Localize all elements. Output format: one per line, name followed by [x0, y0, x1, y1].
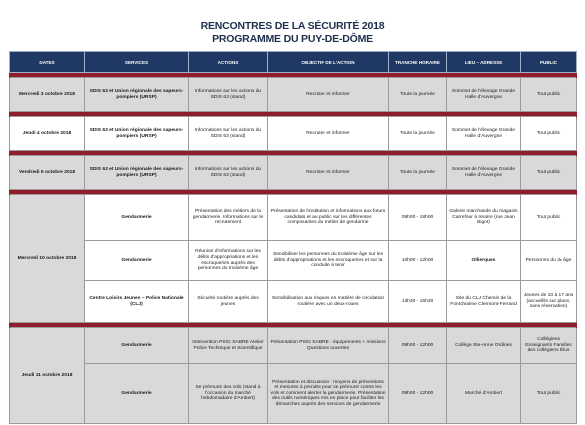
cell-date: Mercredi 10 octobre 2018	[10, 195, 85, 323]
cell-action: Informations sur les actions du SDIS 63 (stand)	[189, 117, 268, 151]
cell-horaire: 09h00 - 18h00	[389, 195, 447, 241]
cell-date: Vendredi 5 octobre 2018	[10, 156, 85, 190]
cell-objectif: Présentation et discussion : moyens de préventions et mesures à prendre pour se prémunir contre les vols et comment alerter la gendarmerie. Présentation des outils numériques mis en place pour faciliter les démarches auprès des services de gendarmerie	[268, 364, 389, 424]
table-row	[10, 117, 577, 151]
table-row	[10, 241, 577, 281]
page-title: RENCONTRES DE LA SÉCURITÉ 2018	[200, 20, 385, 32]
cell-action: Intervention PSIG SABRE Atelier Police Technique et Scientifique	[189, 328, 268, 364]
cell-public	[521, 241, 577, 281]
cell-objectif: Sensibiliser les personnes du troisième âge sur les délits d'appropriations et les escroqueries et sur la conduite à tenir	[268, 241, 389, 281]
cell-public: Tout public	[521, 117, 577, 151]
cell-public: Tout public	[521, 364, 577, 424]
cell-horaire: 10h00 - 12h00	[389, 241, 447, 281]
page-subtitle: PROGRAMME DU PUY-DE-DÔME	[212, 33, 373, 45]
cell-horaire: Toute la journée	[389, 156, 447, 190]
table-row	[10, 195, 577, 241]
cell-horaire: 13h30 - 15h30	[389, 281, 447, 323]
cell-lieu: Site du CLJ Chemin de la Fontchiaime Clermont-Ferrand	[447, 281, 521, 323]
public-text-end: âge	[561, 257, 572, 263]
cell-objectif: Présentation PSIG SABRE : équipements + missions Questions ouvertes	[268, 328, 389, 364]
cell-lieu: Sommet de l'élevage Grande Halle d'Auvergne	[447, 78, 521, 112]
cell-action: Réunion d'informations sur les délits d'appropriations et les escroqueries auprès des personnes du troisième âge	[189, 241, 268, 281]
header-public: PUBLIC	[521, 52, 577, 73]
cell-objectif: Recruter et informer	[268, 78, 389, 112]
cell-horaire: 09h00 - 12h00	[389, 328, 447, 364]
header-tranche-horaire: TRANCHE HORAIRE	[389, 52, 447, 73]
cell-public: Jeunes de 10 à 17 ans (accueillis sur place, sans réservation)	[521, 281, 577, 323]
cell-action: Sécurité routière auprès des jeunes	[189, 281, 268, 323]
table-row	[10, 156, 577, 190]
header-services: SERVICES	[85, 52, 189, 73]
cell-service: SDIS 63 et Union régionale des sapeurs-pompiers (URSP)	[85, 78, 189, 112]
cell-service: Gendarmerie	[85, 328, 189, 364]
cell-public: Tout public	[521, 78, 577, 112]
cell-objectif: Présentation de l'institution et informations aux futurs candidats et au public sur les différentes composantes du métier de gendarme	[268, 195, 389, 241]
cell-lieu: Sommet de l'élevage Grande Halle d'Auvergne	[447, 117, 521, 151]
cell-action: Présentation des métiers de la gendarmerie. Informations sur le recrutement	[189, 195, 268, 241]
table-row	[10, 78, 577, 112]
table-row	[10, 364, 577, 424]
cell-lieu: Sommet de l'élevage Grande Halle d'Auvergne	[447, 156, 521, 190]
cell-date: Jeudi 11 octobre 2018	[10, 328, 85, 424]
cell-horaire: Toute la journée	[389, 78, 447, 112]
cell-lieu: Collège Ste-Anne Ordines	[447, 328, 521, 364]
header-lieu-adresse: LIEU – ADRESSE	[447, 52, 521, 73]
cell-service: SDIS 63 et Union régionale des sapeurs-pompiers (URSP)	[85, 156, 189, 190]
table-header-row	[10, 52, 577, 73]
cell-public: Tout public	[521, 156, 577, 190]
cell-public: Collégiens Enseignants Familles des collégiens Élus	[521, 328, 577, 364]
cell-lieu: Galerie marchande du magasin Carrefour à Issoire (rue Jean Bigot)	[447, 195, 521, 241]
cell-action: Informations sur les actions du SDIS 63 (stand)	[189, 78, 268, 112]
cell-objectif: Recruter et informer	[268, 117, 389, 151]
cell-action: Informations sur les actions du SDIS 63 (stand)	[189, 156, 268, 190]
header-objectif: OBJECTIF DE L'ACTION	[268, 52, 389, 73]
public-superscript: e	[559, 257, 562, 262]
cell-service: SDIS 63 et Union régionale des sapeurs-pompiers (URSP)	[85, 117, 189, 151]
cell-lieu: Marché d'Ambert	[447, 364, 521, 424]
cell-service: Gendarmerie	[85, 241, 189, 281]
cell-action: Se prémunir des vols (stand à l'occasion du marché hebdomadaire d'Ambert)	[189, 364, 268, 424]
table-row	[10, 281, 577, 323]
cell-date: Mercredi 3 octobre 2018	[10, 78, 85, 112]
header-dates: DATES	[10, 52, 85, 73]
cell-horaire: Toute la journée	[389, 117, 447, 151]
cell-date: Jeudi 4 octobre 2018	[10, 117, 85, 151]
header-actions: ACTIONS	[189, 52, 268, 73]
cell-service: Gendarmerie	[85, 195, 189, 241]
cell-service: Centre Loisirs Jeunes – Police Nationale (CLJ)	[85, 281, 189, 323]
cell-lieu: Ollierques	[447, 241, 521, 281]
cell-objectif: Sensibilisation aux risques en matière de circulation routière avec un deux-roues	[268, 281, 389, 323]
cell-public: Tout public	[521, 195, 577, 241]
cell-horaire: 09h00 - 12h00	[389, 364, 447, 424]
cell-objectif: Recruter et informer	[268, 156, 389, 190]
program-table	[9, 51, 577, 424]
cell-service: Gendarmerie	[85, 364, 189, 424]
public-text: Personnes du 3	[525, 257, 560, 263]
table-row	[10, 328, 577, 364]
